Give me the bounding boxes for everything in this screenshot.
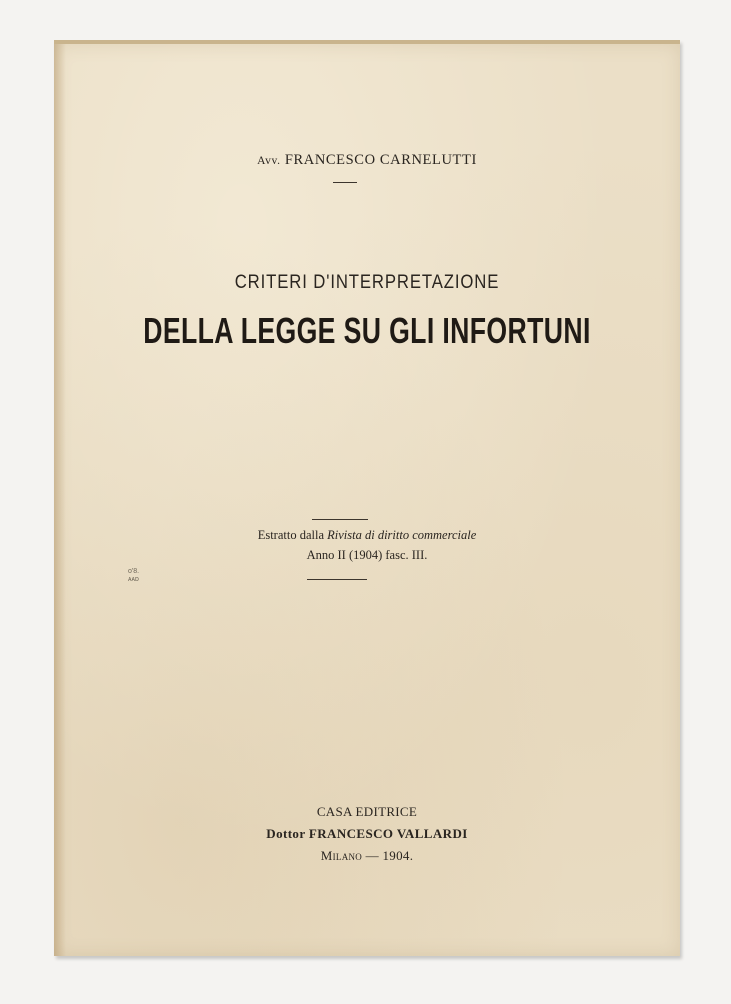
document-cover (54, 40, 680, 956)
publisher-line-3 (54, 848, 680, 864)
stamp-mark-1: o'8. (128, 568, 140, 575)
document-title: DELLA LEGGE SU GLI INFORTUNI (143, 310, 591, 351)
extract-bottom-rule (307, 579, 367, 580)
extract-line-1 (54, 528, 680, 543)
extract-line-2: Anno II (1904) fasc. III. (306, 548, 428, 562)
document-subtitle: CRITERI D'INTERPRETAZIONE (234, 272, 500, 293)
author-line (54, 152, 680, 169)
publisher-line-1: CASA EDITRICE (316, 804, 418, 819)
publisher-line-2: Dottor FRANCESCO VALLARDI (266, 826, 468, 841)
publisher-year: — 1904. (365, 848, 414, 863)
extract-journal: Rivista di diritto commerciale (327, 528, 477, 542)
stamp-mark-2: ᴀᴀᴅ (128, 576, 139, 583)
author-rule (333, 182, 357, 183)
extract-top-rule (312, 519, 368, 520)
ink-stamp-mark (128, 568, 139, 584)
publisher-city: Milano (320, 848, 363, 863)
extract-prefix: Estratto dalla (257, 528, 324, 542)
author-prefix: Avv. (257, 155, 281, 167)
author-name: FRANCESCO CARNELUTTI (284, 152, 477, 168)
